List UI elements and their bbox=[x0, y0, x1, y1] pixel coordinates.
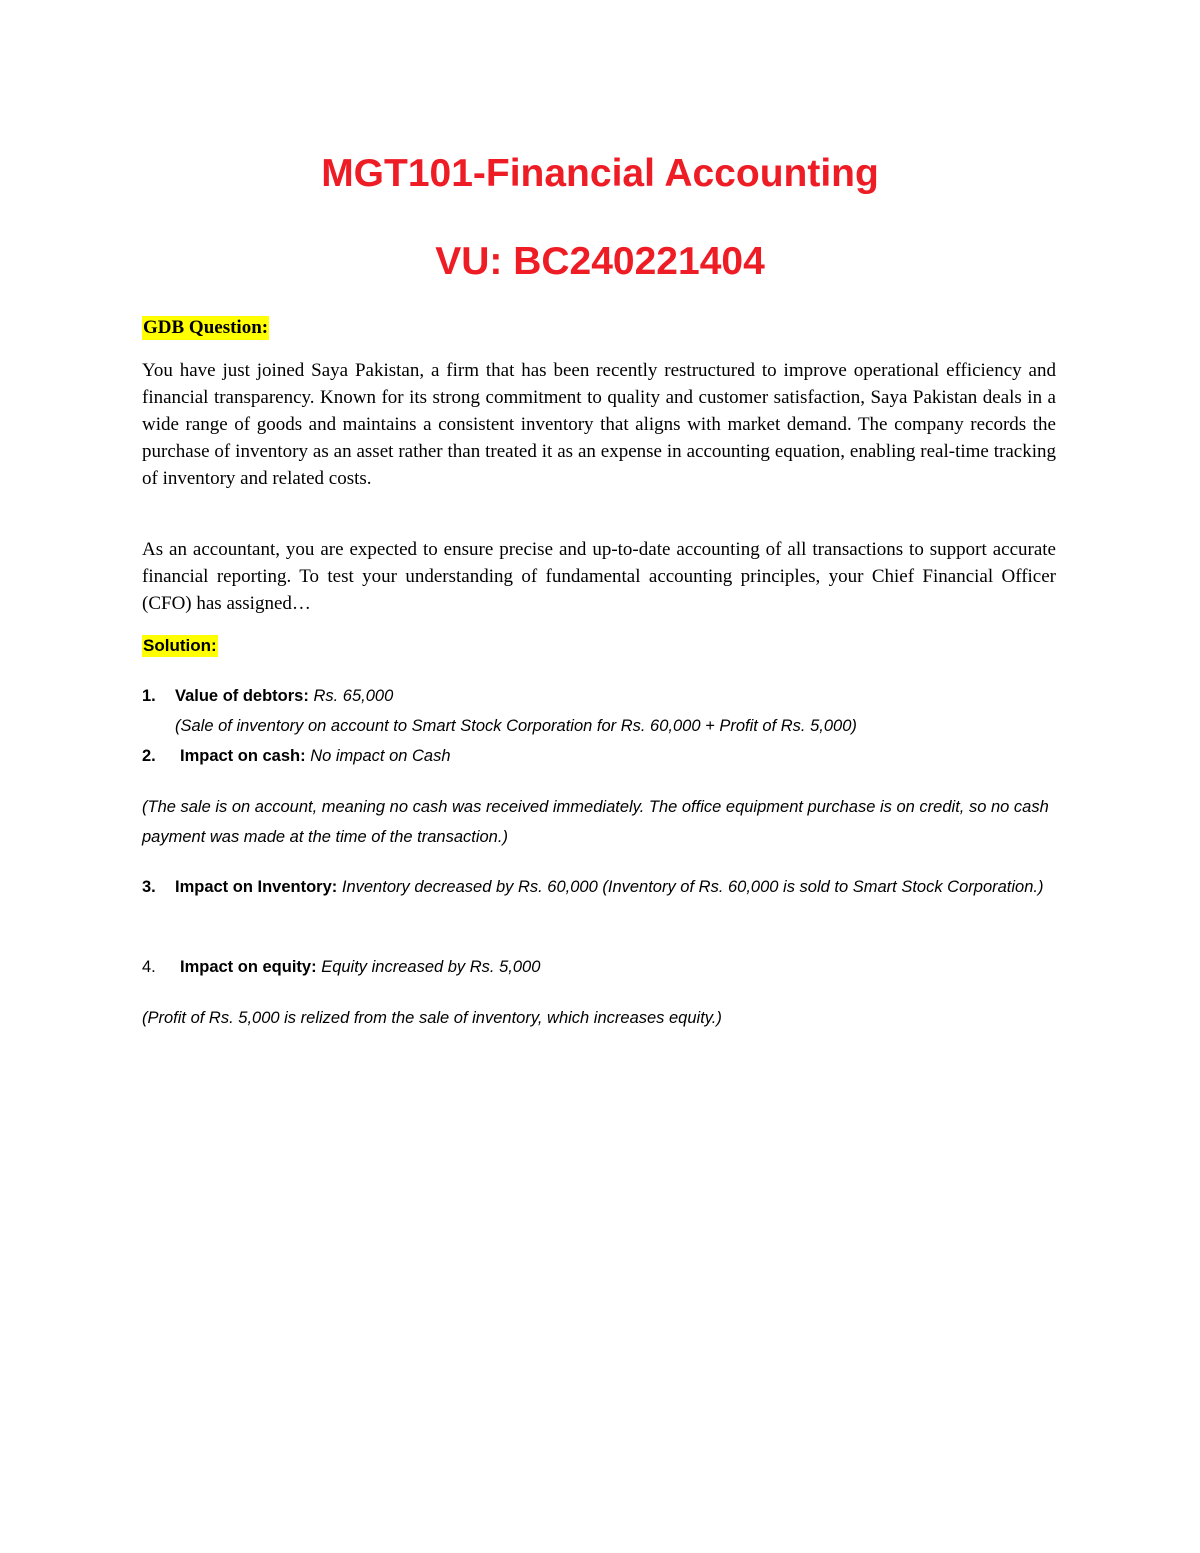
solution-item-4 bbox=[142, 952, 540, 982]
gdb-question-label: GDB Question: bbox=[143, 317, 269, 338]
question-paragraph-2: As an accountant, you are expected to ensure precise and up-to-date accounting of all transactions to support accurate financial reporting. To test your understanding of fundamental accounting principles, your Chief Financial Officer (CFO) has assigned… bbox=[142, 539, 1056, 614]
item-label: Impact on equity: bbox=[180, 958, 317, 976]
student-id: VU: BC240221404 bbox=[435, 240, 765, 283]
solution-item-1 bbox=[142, 681, 393, 711]
question-paragraph-1: You have just joined Saya Pakistan, a firm that has been recently restructured to improve operational efficiency and financial transparency. Known for its strong commitment to quality and customer satisfaction, Saya Pakistan deals in a wide range of goods and maintains a consistent inventory that aligns with market demand. The company records the purchase of inventory as an asset rather than treated it as an expense in accounting equation, enabling real-time tracking of inventory and related costs. bbox=[142, 360, 1056, 489]
course-title: MGT101-Financial Accounting bbox=[321, 152, 879, 195]
item-value: No impact on Cash bbox=[310, 747, 451, 765]
item-value: Inventory decreased by Rs. 60,000 (Inventory of Rs. 60,000 is sold to Smart Stock Corporation.) bbox=[341, 878, 1044, 896]
item-number: 2. bbox=[142, 747, 156, 765]
solution-note-2: (The sale is on account, meaning no cash was received immediately. The office equipment purchase is on credit, so no cash payment was made at the time of the transaction.) bbox=[142, 798, 1049, 846]
solution-note-1: (Sale of inventory on account to Smart Stock Corporation for Rs. 60,000 + Profit of Rs. 5,000) bbox=[175, 717, 857, 735]
solution-item-2 bbox=[142, 741, 451, 771]
item-number: 4. bbox=[142, 958, 156, 976]
item-number: 1. bbox=[142, 687, 156, 705]
item-value: Rs. 65,000 bbox=[313, 687, 394, 705]
item-label: Value of debtors: bbox=[175, 687, 309, 705]
item-label: Impact on Inventory: bbox=[175, 878, 338, 896]
solution-label: Solution: bbox=[143, 636, 217, 655]
solution-note-4: (Profit of Rs. 5,000 is relized from the sale of inventory, which increases equity.) bbox=[142, 1009, 722, 1027]
item-number: 3. bbox=[142, 878, 156, 896]
solution-item-3 bbox=[142, 872, 1056, 902]
item-value: Equity increased by Rs. 5,000 bbox=[321, 958, 541, 976]
item-label: Impact on cash: bbox=[180, 747, 306, 765]
